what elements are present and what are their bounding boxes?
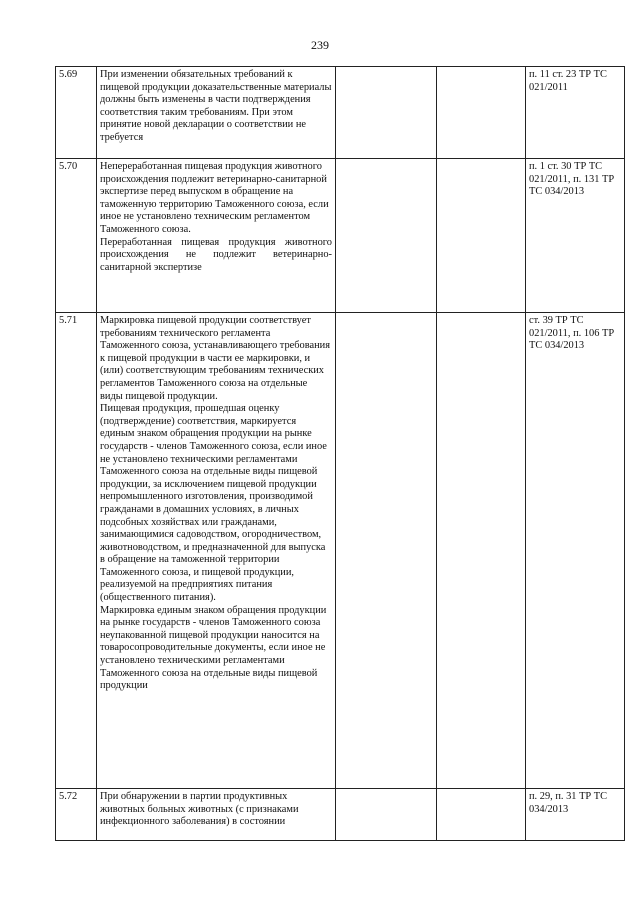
requirement-paragraph: При изменении обязательных требований к пищевой продукции доказательственные материалы должны быть изменены в части подтверждения соответствия таким требованиям. При этом принятие новой декларации о соответствии не требуется xyxy=(100,69,332,143)
requirement-text xyxy=(97,789,336,841)
blank-cell xyxy=(336,67,437,159)
requirement-paragraph: При обнаружении в партии продуктивных животных больных животных (с признаками инфекционного заболевания) в состоянии xyxy=(100,791,299,828)
requirement-paragraph: Переработанная пищевая продукция животного происхождения не подлежит ветеринарно-санитарной экспертизе xyxy=(100,236,332,273)
row-number: 5.70 xyxy=(56,159,97,313)
requirements-table xyxy=(55,66,625,841)
table-row xyxy=(56,67,625,159)
table-row xyxy=(56,159,625,313)
blank-cell xyxy=(336,789,437,841)
blank-cell xyxy=(336,159,437,313)
reference-cell: п. 11 ст. 23 ТР ТС 021/2011 xyxy=(526,67,625,159)
row-number: 5.69 xyxy=(56,67,97,159)
reference-cell: п. 29, п. 31 ТР ТС 034/2013 xyxy=(526,789,625,841)
requirement-paragraph: Непереработанная пищевая продукция животного происхождения подлежит ветеринарно-санитарной экспертизе перед выпуском в обращение на таможенную территорию Таможенного союза, если иное не установлено техническим регламентом Таможенного союза. xyxy=(100,161,329,235)
page-number: 239 xyxy=(311,38,329,52)
requirement-text xyxy=(97,159,336,313)
reference-cell: п. 1 ст. 30 ТР ТС 021/2011, п. 131 ТР ТС 034/2013 xyxy=(526,159,625,313)
requirement-paragraph: Маркировка пищевой продукции соответствует требованиям технического регламента Таможенного союза, устанавливающего требования к пищевой продукции в части ее маркировки, и (или) соответствующим требованиям технических регламентов Таможенного союза на отдельные виды пищевой продукции. xyxy=(100,315,331,402)
requirement-paragraph: Маркировка единым знаком обращения продукции на рынке государств - членов Таможенного союза неупакованной пищевой продукции наносится на товаросопроводительные документы, если иное не установлено техническими регламентами Таможенного союза на отдельные виды пищевой продукции xyxy=(100,604,327,692)
blank-cell xyxy=(437,313,526,789)
requirement-paragraph: Пищевая продукция, прошедшая оценку (подтверждение) соответствия, маркируется единым знаком обращения продукции на рынке государств - членов Таможенного союза, если иное не установлено техническими регламентами Таможенного союза на отдельные виды пищевой продукции, за исключением пищевой продукции непромышленного изготовления, производимой гражданами в домашних условиях, в личных подсобных хозяйствах или гражданами, занимающимися садоводством, огородничеством, животноводством, и предназначенной для выпуска в обращение на таможенной территории Таможенного союза, и пищевой продукции, реализуемой на предприятиях питания (общественного питания). xyxy=(100,403,327,604)
requirement-text xyxy=(97,67,336,159)
table-row xyxy=(56,789,625,841)
reference-cell: ст. 39 ТР ТС 021/2011, п. 106 ТР ТС 034/2013 xyxy=(526,313,625,789)
row-number: 5.72 xyxy=(56,789,97,841)
blank-cell xyxy=(437,789,526,841)
blank-cell xyxy=(336,313,437,789)
row-number: 5.71 xyxy=(56,313,97,789)
table-row xyxy=(56,313,625,789)
blank-cell xyxy=(437,67,526,159)
requirement-text xyxy=(97,313,336,789)
blank-cell xyxy=(437,159,526,313)
